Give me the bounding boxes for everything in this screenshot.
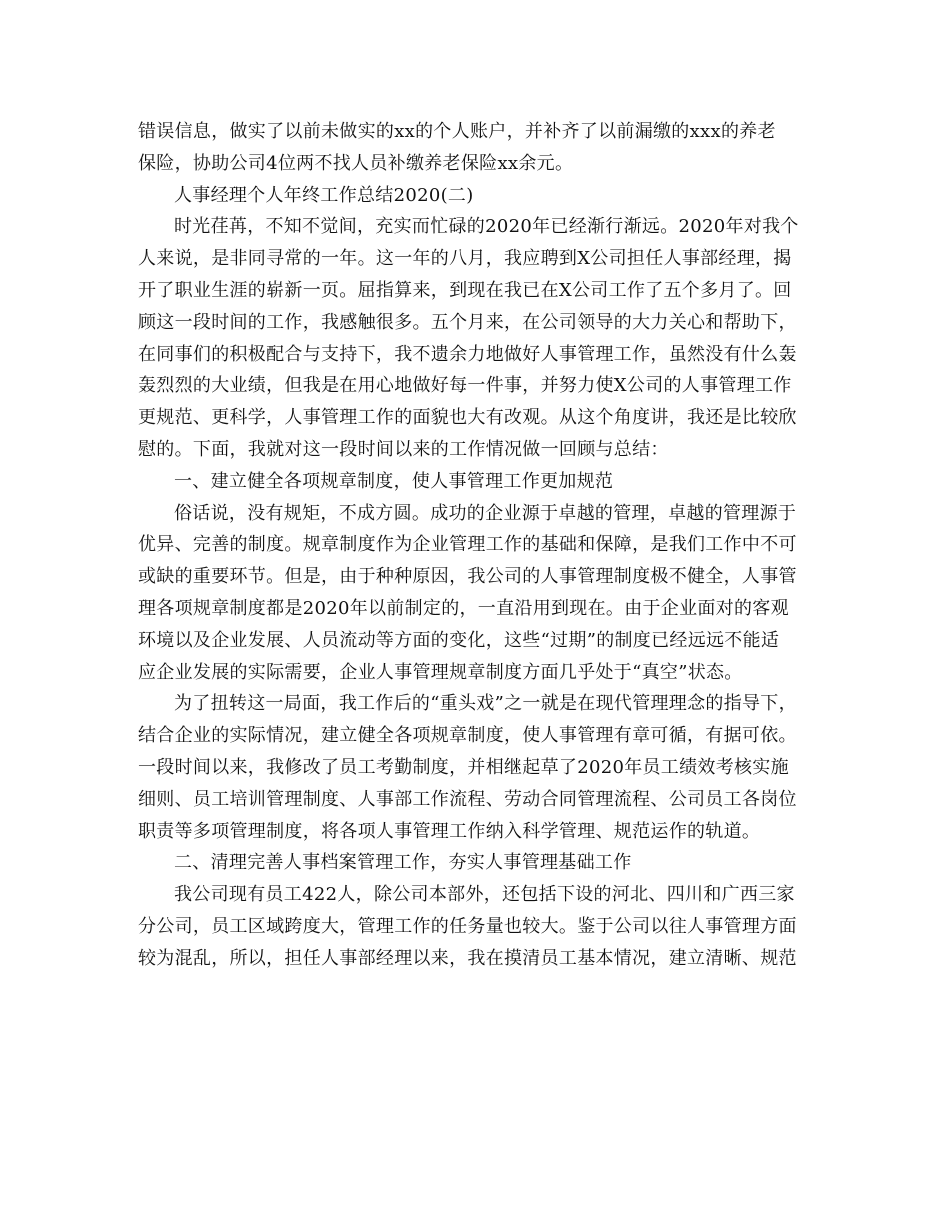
text-line: 开了职业生涯的崭新一页。屈指算来，到现在我已在X公司工作了五个多月了。回: [138, 279, 792, 301]
text-line: 一段时间以来，我修改了员工考勤制度，并相继起草了2020年员工绩效考核实施: [138, 756, 789, 778]
text-line: 人来说，是非同寻常的一年。这一年的八月，我应聘到X公司担任人事部经理，揭: [138, 248, 792, 270]
document-body: [138, 116, 818, 975]
text-line: 为了扭转这一局面，我工作后的“重头戏”之一就是在现代管理理念的指导下，: [174, 693, 797, 715]
text-line: 职责等多项管理制度，将各项人事管理工作纳入科学管理、规范运作的轨道。: [138, 820, 761, 842]
text-line: 理各项规章制度都是2020年以前制定的，一直沿用到现在。由于企业面对的客观: [138, 597, 789, 619]
text-line: 保险，协助公司4位两不找人员补缴养老保险xx余元。: [138, 152, 574, 174]
text-line: 结合企业的实际情况，建立健全各项规章制度，使人事管理有章可循，有据可依。: [138, 725, 797, 747]
text-line: 俗话说，没有规矩，不成方圆。成功的企业源于卓越的管理，卓越的管理源于: [174, 502, 797, 524]
text-line: 分公司，员工区域跨度大，管理工作的任务量也较大。鉴于公司以往人事管理方面: [138, 915, 797, 937]
text-line: 应企业发展的实际需要，企业人事管理规章制度方面几乎处于“真空”状态。: [138, 661, 743, 683]
text-line: 人事经理个人年终工作总结2020(二): [174, 184, 474, 206]
text-line: 慰的。下面，我就对这一段时间以来的工作情况做一回顾与总结：: [138, 438, 669, 460]
text-line: 轰烈烈的大业绩，但我是在用心地做好每一件事，并努力使X公司的人事管理工作: [138, 375, 792, 397]
text-line: 二、清理完善人事档案管理工作，夯实人事管理基础工作: [174, 852, 632, 874]
text-line: 环境以及企业发展、人员流动等方面的变化，这些“过期”的制度已经远远不能适: [138, 629, 780, 651]
text-line: 时光荏苒，不知不觉间，充实而忙碌的2020年已经渐行渐远。2020年对我个: [174, 216, 799, 238]
text-line: 优异、完善的制度。规章制度作为企业管理工作的基础和保障，是我们工作中不可: [138, 534, 797, 556]
text-line: 更规范、更科学，人事管理工作的面貌也大有改观。从这个角度讲，我还是比较欣: [138, 407, 797, 429]
text-line: 我公司现有员工422人，除公司本部外，还包括下设的河北、四川和广西三家: [174, 884, 795, 906]
text-line: 或缺的重要环节。但是，由于种种原因，我公司的人事管理制度极不健全，人事管: [138, 566, 797, 588]
text-line: 较为混乱，所以，担任人事部经理以来，我在摸清员工基本情况，建立清晰、规范: [138, 947, 797, 969]
text-line: 细则、员工培训管理制度、人事部工作流程、劳动合同管理流程、公司员工各岗位: [138, 788, 797, 810]
text-line: 在同事们的积极配合与支持下，我不遗余力地做好人事管理工作，虽然没有什么轰: [138, 343, 797, 365]
text-line: 错误信息，做实了以前未做实的xx的个人账户，并补齐了以前漏缴的xxx的养老: [138, 121, 776, 142]
text-line: 一、建立健全各项规章制度，使人事管理工作更加规范: [174, 470, 614, 492]
text-line: 顾这一段时间的工作，我感触很多。五个月来，在公司领导的大力关心和帮助下，: [138, 311, 797, 333]
